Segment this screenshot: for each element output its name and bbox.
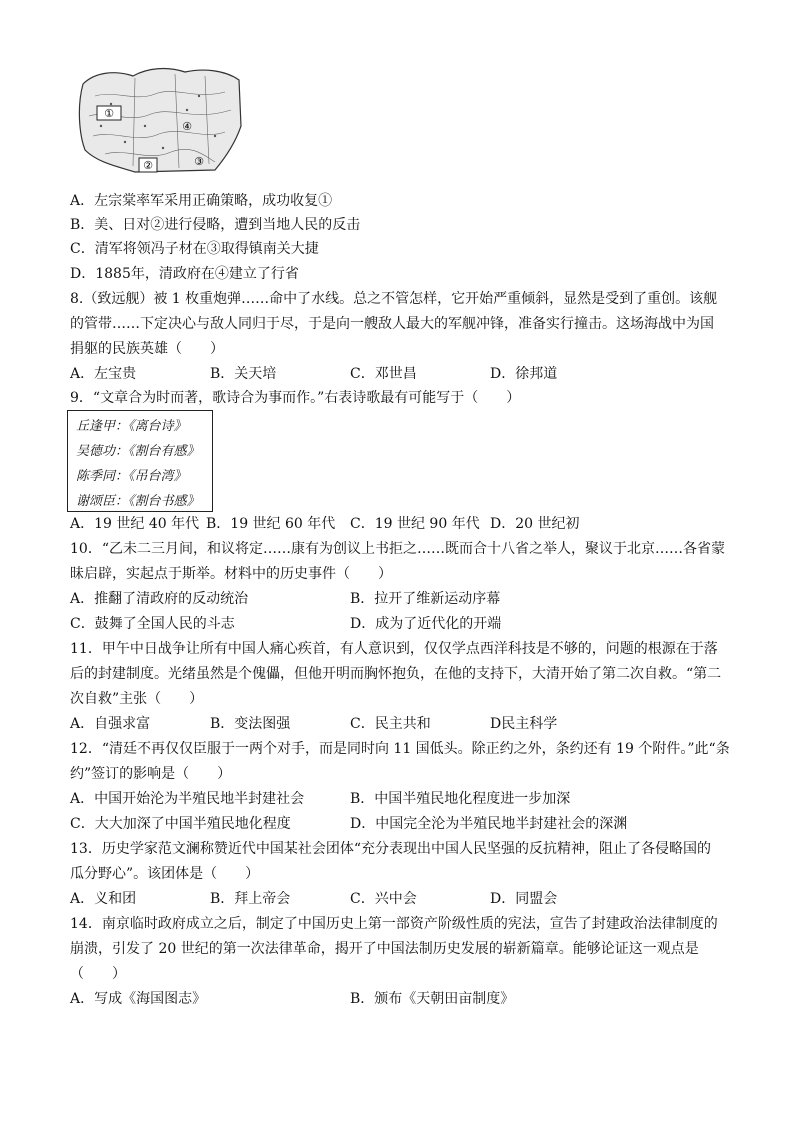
q13-stem-line-2: 瓜分野心”。该团体是（ ） [70,866,260,882]
q14-stem-line-1: 14．南京临时政府成立之后，制定了中国历史上第一部资产阶级性质的宪法，宣告了封建政治法律制度的 [70,916,718,932]
q11-option-b: B．变法图强 [210,716,291,732]
q10-stem-line-2: 昧启辟，实起点于斯举。材料中的历史事件（ ） [70,566,392,582]
poem-table [67,410,213,512]
q8-stem-line-1: 8.（致远舰）被 1 枚重炮弹……命中了水线。总之不管怎样，它开始严重倾斜，显然是受到了重创。该舰 [70,291,718,307]
q13-stem-line-1: 13．历史学家范文澜称赞近代中国某社会团体“充分表现出中国人民坚强的反抗精神，阻止了各侵略国的 [70,841,711,857]
q11-stem-line-3: 次自救”主张（ ） [70,691,204,707]
q8-option-a: A．左宝贵 [70,366,137,382]
poem-line-3: 陈季同：《吊台湾》 [76,469,187,484]
q11-option-d: D民主科学 [490,716,558,732]
q10-option-c: C．鼓舞了全国人民的斗志 [70,616,235,632]
q8-option-c: C．邓世昌 [350,366,417,382]
q9-option-c: C．19 世纪 90 年代 [350,516,480,532]
q11-stem-line-1: 11．甲午中日战争让所有中国人痛心疾首，有人意识到，仅仅学点西洋科技是不够的，问题的根源在于落 [70,641,718,657]
map-label-3: ③ [194,155,204,168]
q10-option-d: D．成为了近代化的开端 [350,616,502,632]
q13-option-d: D．同盟会 [490,891,558,907]
q9-option-b: B．19 世纪 60 年代 [206,516,336,532]
q14-stem-line-2: 崩溃，引发了 20 世纪的第一次法律革命，揭开了中国法制历史发展的崭新篇章。能够论证这一观点是 [70,941,699,957]
q11-stem-line-2: 后的封建制度。光绪虽然是个傀儡，但他开明而胸怀抱负，在他的支持下，大清开始了第二次自救。“第二 [70,666,722,682]
q12-option-a: A．中国开始沦为半殖民地半封建社会 [70,791,305,807]
q12-option-c: C．大大加深了中国半殖民地化程度 [70,816,291,832]
q12-stem-line-1: 12．“清廷不再仅仅臣服于一两个对手，而是同时向 11 国低头。除正约之外，条约还有 19 个附件。”此“条 [70,741,730,757]
q9-stem: 9．“文章合为时而著，歌诗合为事而作。”右表诗歌最有可能写于（ ） [70,390,521,406]
q12-option-b: B．中国半殖民地化程度进一步加深 [350,791,571,807]
poem-line-4: 谢颂臣：《割台书感》 [76,494,200,509]
q14-option-a: A．写成《海国图志》 [70,991,207,1007]
q13-option-c: C．兴中会 [350,891,417,907]
q11-option-a: A．自强求富 [70,716,151,732]
q8-stem-line-3: 捐躯的民族英雄（ ） [70,341,224,357]
q10-option-a: A．推翻了清政府的反动统治 [70,591,249,607]
q7-option-a: A．左宗棠率军采用正确策略，成功收复① [70,193,333,209]
map-label-2: ② [143,159,153,172]
q10-option-b: B．拉开了维新运动序幕 [350,591,501,607]
q8-stem-line-2: 的管带……下定决心与敌人同归于尽，于是向一艘敌人最大的军舰冲锋，准备实行撞击。这场海战中为国 [70,316,714,332]
q7-option-d: D．1885年，清政府在④建立了行省 [70,266,299,282]
q7-option-c: C．清军将领冯子材在③取得镇南关大捷 [70,241,319,257]
poem-line-1: 丘逢甲：《离台诗》 [76,419,187,434]
q14-option-b: B．颁布《天朝田亩制度》 [350,991,515,1007]
q7-option-b: B．美、日对②进行侵略，遭到当地人民的反击 [70,217,361,233]
q11-option-c: C．民主共和 [350,716,431,732]
q8-option-b: B．关天培 [210,366,277,382]
q10-stem-line-1: 10．“乙未二三月间，和议将定……康有为创议上书拒之……既而合十八省之举人，聚议于北京……各省蒙 [70,541,725,557]
q12-stem-line-2: 约”签订的影响是（ ） [70,766,232,782]
q9-option-a: A．19 世纪 40 年代 [70,516,200,532]
poem-line-2: 吴德功：《割台有感》 [76,444,200,459]
map-label-1: ① [104,107,114,120]
q12-option-d: D．中国完全沦为半殖民地半封建社会的深渊 [350,816,628,832]
q9-option-d: D．20 世纪初 [490,516,580,532]
map-image [75,66,243,176]
map-label-4: ④ [182,120,192,133]
q13-option-a: A．义和团 [70,891,137,907]
q8-option-d: D．徐邦道 [490,366,558,382]
q14-stem-line-3: （ ） [70,966,126,982]
q13-option-b: B．拜上帝会 [210,891,291,907]
